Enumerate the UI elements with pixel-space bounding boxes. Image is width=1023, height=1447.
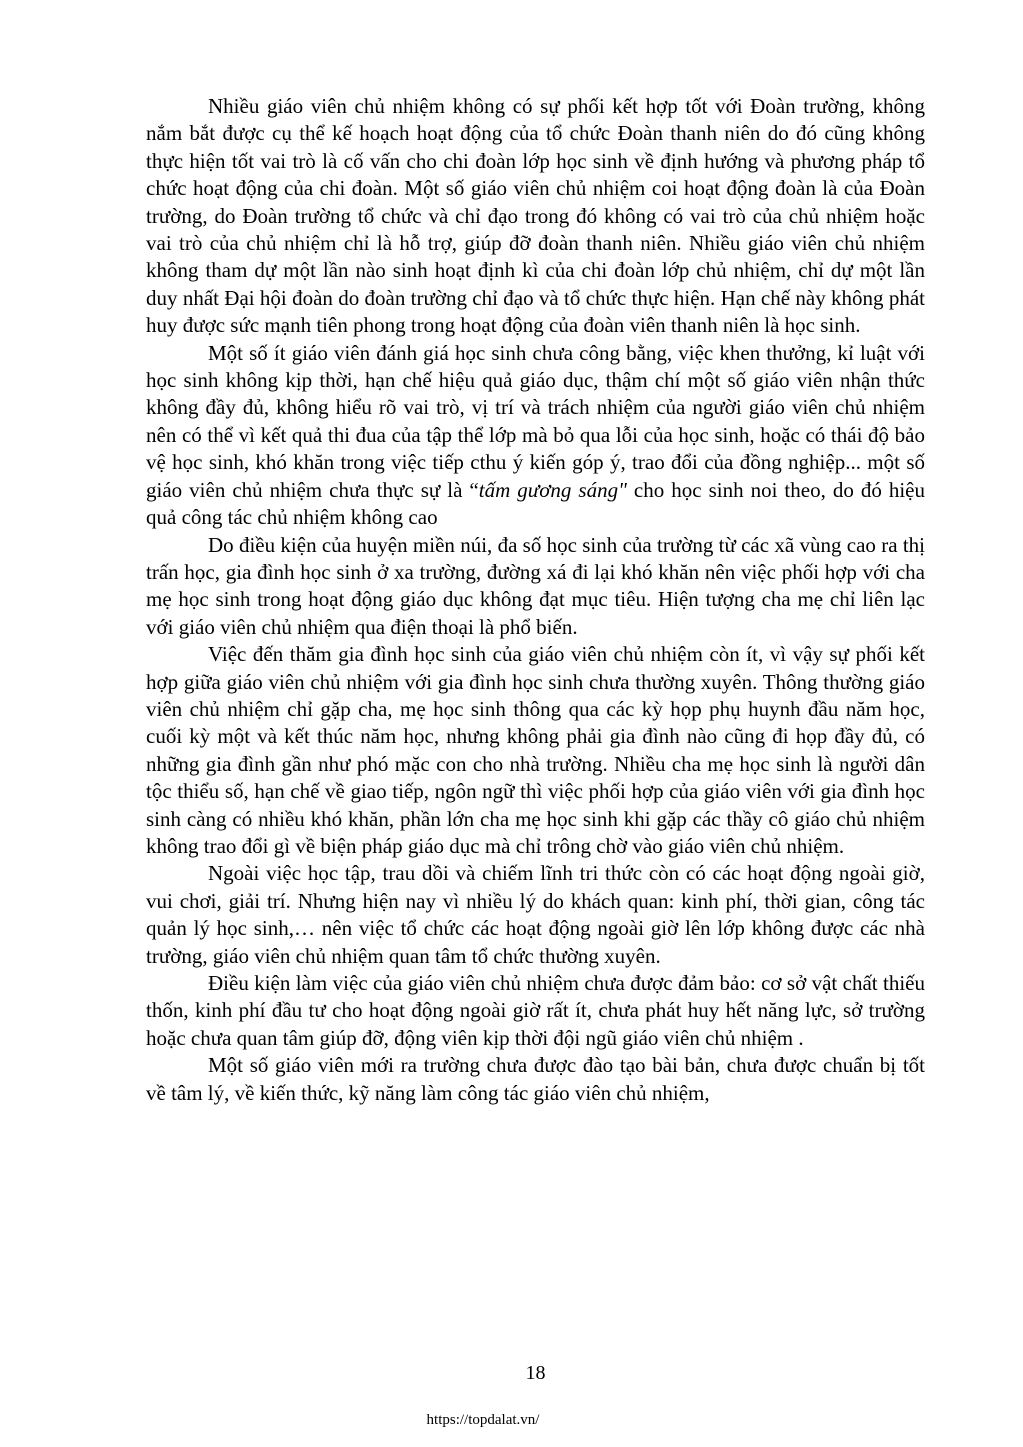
paragraph-2: [146, 340, 925, 532]
paragraph-2-text-after: cho học sinh noi theo, do đó hiệu quả công tác chủ nhiệm không cao: [146, 477, 926, 530]
paragraph-5: Ngoài việc học tập, trau dồi và chiếm lĩnh tri thức còn có các hoạt động ngoài giờ, vui chơi, giải trí. Nhưng hiện nay vì nhiều lý do khách quan: kinh phí, thời gian, công tác quản lý học sinh,… nên việc tổ chức các hoạt động ngoài giờ lên lớp không được các nhà trường, giáo viên chủ nhiệm quan tâm tổ chức thường xuyên.: [146, 861, 925, 968]
document-body: [146, 93, 925, 1107]
page-number: 18: [525, 1362, 546, 1384]
paragraph-6: Điều kiện làm việc của giáo viên chủ nhiệm chưa được đảm bảo: cơ sở vật chất thiếu thốn, kinh phí đầu tư cho hoạt động ngoài giờ rất ít, chưa phát huy hết năng lực, sở trường hoặc chưa quan tâm giúp đỡ, động viên kịp thời đội ngũ giáo viên chủ nhiệm .: [146, 971, 925, 1050]
paragraph-4: Việc đến thăm gia đình học sinh của giáo viên chủ nhiệm còn ít, vì vậy sự phối kết hợp giữa giáo viên chủ nhiệm với gia đình học sinh chưa thường xuyên. Thông thường giáo viên chủ nhiệm chỉ gặp cha, mẹ học sinh thông qua các kỳ họp phụ huynh đầu năm học, cuối kỳ một và kết thúc năm học, nhưng không phải gia đình nào cũng đi họp đầy đủ, có những gia đình gần như phó mặc con cho nhà trường. Nhiều cha mẹ học sinh là người dân tộc thiểu số, hạn chế về giao tiếp, ngôn ngữ thì việc phối hợp của giáo viên với gia đình học sinh càng có nhiều khó khăn, phần lớn cha mẹ học sinh khi gặp các thầy cô giáo chủ nhiệm không trao đổi gì về biện pháp giáo dục mà chỉ trông chờ vào giáo viên chủ nhiệm.: [146, 642, 925, 858]
footer-url[interactable]: https://topdalat.vn/: [426, 1412, 540, 1428]
paragraph-3: Do điều kiện của huyện miền núi, đa số học sinh của trường từ các xã vùng cao ra thị trấn học, gia đình học sinh ở xa trường, đường xá đi lại khó khăn nên việc phối hợp với cha mẹ học sinh trong hoạt động giáo dục không đạt mục tiêu. Hiện tượng cha mẹ chỉ liên lạc với giáo viên chủ nhiệm qua điện thoại là phổ biến.: [146, 532, 925, 639]
paragraph-2-emphasis: tấm gương sáng": [478, 477, 627, 502]
paragraph-1: Nhiều giáo viên chủ nhiệm không có sự phối kết hợp tốt với Đoàn trường, không nắm bắt được cụ thể kế hoạch hoạt động của tổ chức Đoàn thanh niên do đó cũng không thực hiện tốt vai trò là cố vấn cho chi đoàn lớp học sinh về định hướng và phương pháp tổ chức hoạt động của chi đoàn. Một số giáo viên chủ nhiệm coi hoạt động đoàn là của Đoàn trường, do Đoàn trường tổ chức và chỉ đạo trong đó không có vai trò của chủ nhiệm hoặc vai trò của chủ nhiệm chỉ là hỗ trợ, giúp đỡ đoàn thanh niên. Nhiều giáo viên chủ nhiệm không tham dự một lần nào sinh hoạt định kì của chi đoàn lớp chủ nhiệm, chỉ dự một lần duy nhất Đại hội đoàn do đoàn trường chỉ đạo và tổ chức thực hiện. Hạn chế này không phát huy được sức mạnh tiên phong trong hoạt động của đoàn viên thanh niên là học sinh.: [146, 94, 925, 338]
paragraph-7: Một số giáo viên mới ra trường chưa được đào tạo bài bản, chưa được chuẩn bị tốt về tâm lý, về kiến thức, kỹ năng làm công tác giáo viên chủ nhiệm,: [146, 1053, 925, 1105]
paragraph-2-text-before: Một số ít giáo viên đánh giá học sinh chưa công bằng, việc khen thưởng, kỉ luật với học sinh không kịp thời, hạn chế hiệu quả giáo dục, thậm chí một số giáo viên nhận thức không đầy đủ, không hiểu rõ vai trò, vị trí và trách nhiệm của người giáo viên chủ nhiệm nên có thể vì kết quả thi đua của tập thể lớp mà bỏ qua lỗi của học sinh, hoặc có thái độ bảo vệ học sinh, khó khăn trong việc tiếp cthu ý kiến góp ý, trao đổi của đồng nghiệp... một số giáo viên chủ nhiệm chưa thực sự là “: [146, 340, 925, 502]
